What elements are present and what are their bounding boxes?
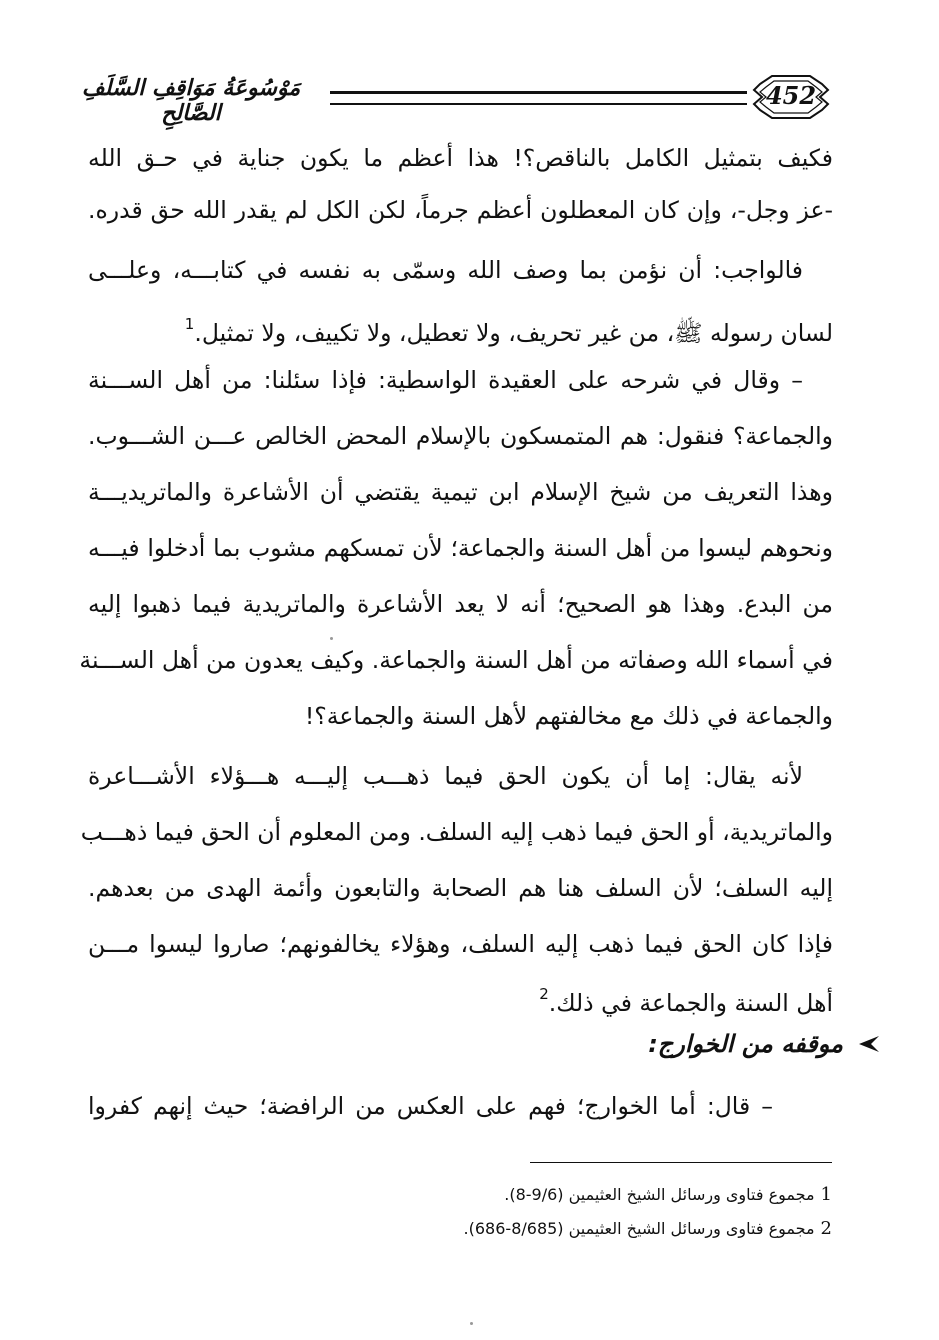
- text-line: [79, 634, 833, 686]
- page-header: [55, 68, 835, 132]
- line-text: والماتريدية، أو الحق فيما ذهب إليه السلف. ومن المعلوم أن الحق فيما ذهـــب: [80, 818, 833, 846]
- footnote-number: 2: [820, 1218, 832, 1239]
- text-line: [88, 244, 803, 296]
- text-line: [88, 968, 833, 1020]
- line-text: لأنه يقال: إما أن يكون الحق فيما ذهـــب إليـــه هـــؤلاء الأشـــاعرة: [88, 762, 803, 790]
- line-text: والجماعة في ذلك مع مخالفتهم لأهل السنة والجماعة؟!: [304, 702, 833, 730]
- text-line: [88, 918, 833, 970]
- text-line: [88, 750, 803, 802]
- text-line: [80, 806, 833, 858]
- text-line: [88, 690, 833, 742]
- line-text: في أسماء الله وصفاته من أهل السنة والجماعة. وكيف يعدون من أهل الســـنة: [79, 646, 833, 674]
- text-line: [88, 578, 833, 630]
- line-text: من البدع. وهذا هو الصحيح؛ أنه لا يعد الأشاعرة والماتريدية فيما ذهبوا إليه: [88, 590, 833, 618]
- line-text: -عز وجل-، وإن كان المعطلون أعظم جرماً، لكن الكل لم يقدر الله حق قدره.: [88, 196, 833, 224]
- footnote-text: مجموع فتاوى ورسائل الشيخ العثيمين (9/6-8).: [504, 1185, 815, 1204]
- text-line: [88, 1080, 773, 1132]
- footnote-text: مجموع فتاوى ورسائل الشيخ العثيمين (8/685-686).: [463, 1219, 815, 1238]
- line-text: إليه السلف؛ لأن السلف هنا هم الصحابة والتابعون وأئمة الهدى من بعدهم.: [88, 874, 833, 902]
- footnote-number: 1: [820, 1184, 832, 1205]
- line-text: وهذا التعريف من شيخ الإسلام ابن تيمية يقتضي أن الأشاعرة والماتريديـــة: [88, 478, 833, 506]
- page-number-badge: [752, 70, 830, 124]
- text-line: [88, 184, 833, 236]
- section-heading: [648, 1022, 879, 1066]
- line-text: – قال: أما الخوارج؛ فهم على العكس من الرافضة؛ حيث إنهم كفروا: [88, 1092, 773, 1120]
- text-line: [88, 466, 833, 518]
- text-line: [88, 862, 833, 914]
- line-text: فالواجب: أن نؤمن بما وصف الله وسمّى به نفسه في كتابـــه، وعلـــى: [88, 256, 803, 284]
- footnote-mark: 2: [539, 985, 549, 1003]
- footnote-item: [464, 1178, 832, 1212]
- book-title: مَوْسُوعَةُ مَوَاقِفِ السَّلَفِ الصَّالِحِ: [81, 76, 301, 126]
- scan-speck: [330, 637, 333, 640]
- text-line: [88, 522, 833, 574]
- line-text: فإذا كان الحق فيما ذهب إليه السلف، وهؤلاء يخالفونهم؛ صاروا ليسوا مـــن: [88, 930, 833, 958]
- page-number: 452: [765, 81, 817, 110]
- line-text: لسان رسوله ﷺ، من غير تحريف، ولا تعطيل، ولا تكييف، ولا تمثيل.: [194, 319, 833, 347]
- footnotes: [464, 1178, 832, 1246]
- text-line: [88, 298, 833, 350]
- line-text: فكيف بتمثيل الكامل بالناقص؟! هذا أعظم ما يكون جناية في حـق الله: [88, 144, 833, 172]
- footnote-separator: [530, 1162, 832, 1163]
- arrowhead-icon: [857, 1034, 879, 1054]
- header-rule: [330, 91, 747, 105]
- text-line: [88, 132, 833, 184]
- line-text: – وقال في شرحه على العقيدة الواسطية: فإذا سئلنا: من أهل الســـنة: [88, 366, 803, 394]
- footnote-mark: 1: [184, 315, 195, 333]
- heading-text: موقفه من الخوارج:: [648, 1030, 843, 1058]
- text-line: [88, 410, 833, 462]
- line-text: ونحوهم ليسوا من أهل السنة والجماعة؛ لأن تمسكهم مشوب بما أدخلوا فيـــه: [88, 534, 833, 562]
- scan-speck: [470, 1322, 473, 1325]
- text-line: [88, 354, 803, 406]
- footnote-item: [464, 1212, 832, 1246]
- line-text: أهل السنة والجماعة في ذلك.: [548, 989, 833, 1017]
- line-text: والجماعة؟ فنقول: هم المتمسكون بالإسلام المحض الخالص عـــن الشـــوب.: [88, 422, 833, 450]
